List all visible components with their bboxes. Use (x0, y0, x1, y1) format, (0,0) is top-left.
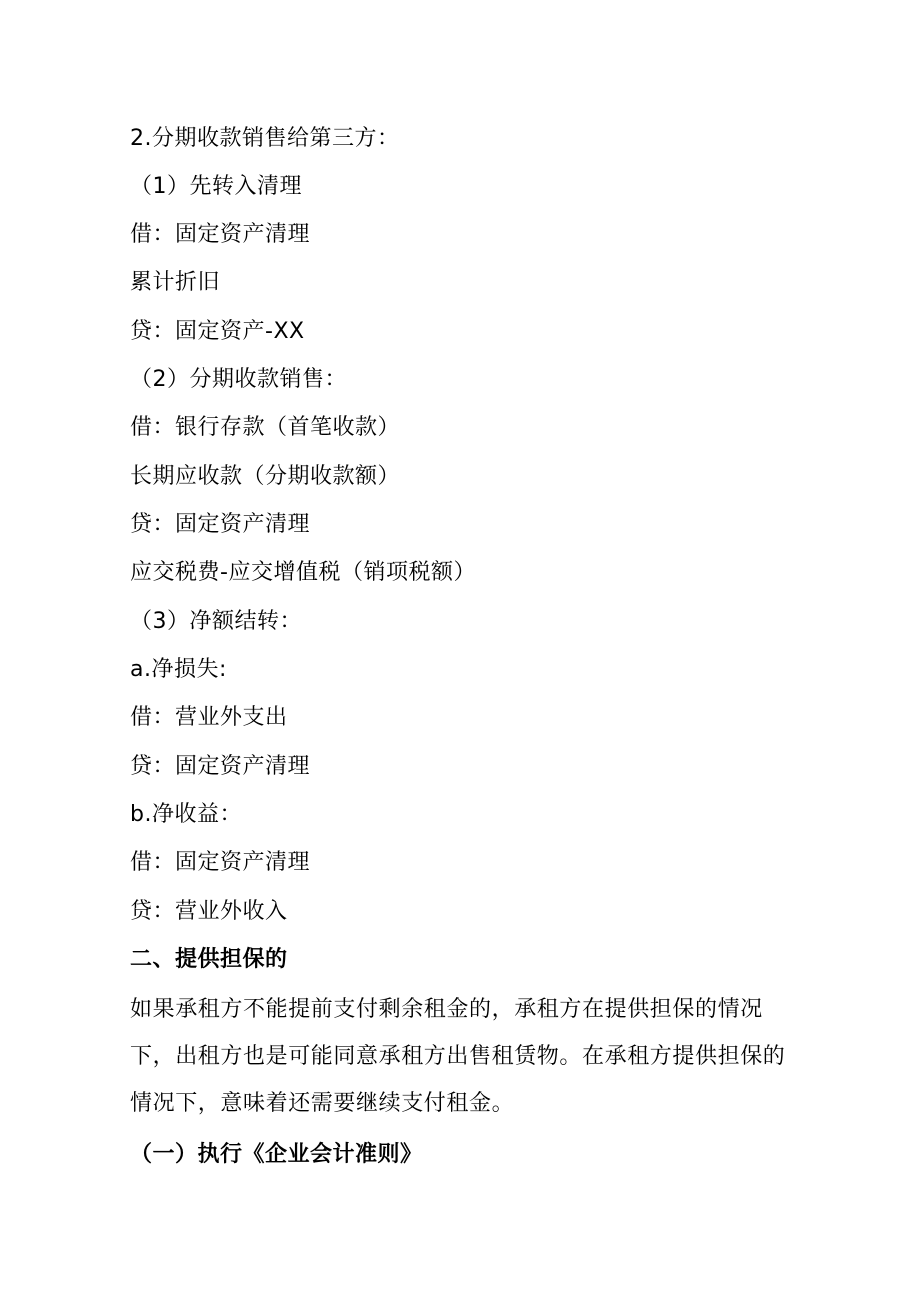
journal-entry-line: 借：固定资产清理 (130, 222, 311, 247)
journal-entry-line: 借：银行存款（首笔收款） (130, 415, 401, 440)
section-heading: 二、提供担保的 (130, 947, 288, 972)
journal-entry-line: 借：固定资产清理 (130, 850, 311, 875)
step-1-title: （1）先转入清理 (130, 174, 302, 199)
section-item-title: 2.分期收款销售给第三方： (130, 126, 400, 151)
journal-entry-line: 借：营业外支出 (130, 705, 288, 730)
journal-entry-line: 应交税费-应交增值税（销项税额） (130, 560, 476, 585)
step-2-title: （2）分期收款销售： (130, 367, 347, 392)
journal-entry-line: 贷：固定资产清理 (130, 754, 311, 779)
step-3-title: （3）净额结转： (130, 609, 302, 634)
case-b-title: b.净收益： (130, 802, 242, 827)
journal-entry-line: 长期应收款（分期收款额） (130, 464, 401, 489)
journal-entry-line: 贷：固定资产清理 (130, 512, 311, 537)
journal-entry-line: 贷：固定资产-XX (130, 319, 305, 344)
journal-entry-line: 贷：营业外收入 (130, 899, 288, 924)
sub-heading: （一）执行《企业会计准则》 (130, 1142, 423, 1167)
body-paragraph: 如果承租方不能提前支付剩余租金的，承租方在提供担保的情况下，出租方也是可能同意承租方出售租赁物。在承租方提供担保的情况下，意味着还需要继续支付租金。 (130, 997, 786, 1116)
case-a-title: a.净损失: (130, 657, 227, 682)
journal-entry-line: 累计折旧 (130, 270, 221, 295)
